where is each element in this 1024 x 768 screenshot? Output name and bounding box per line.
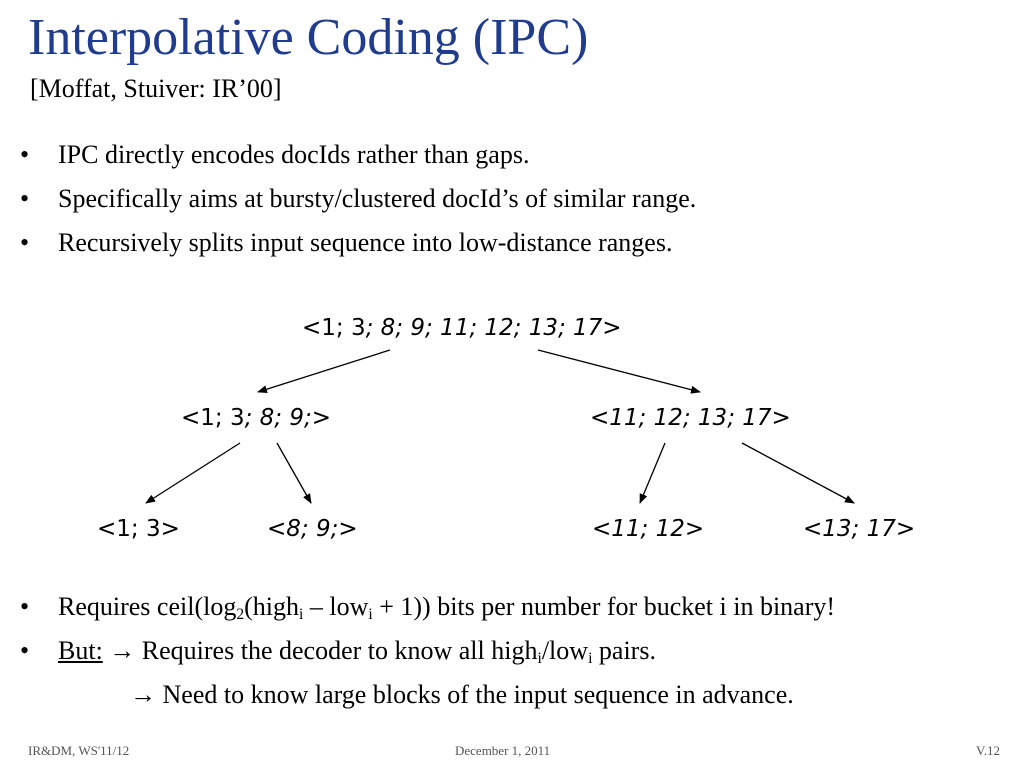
bullet-text: Requires $ceil(\log_2(high_i - low_i + 1))$ bits per number for bucket i in binary!	[58, 592, 836, 623]
tree-root-sequence: <1; 3; 8; 9; 11; 12; 13; 17>	[302, 315, 622, 341]
footer-date: December 1, 2011	[455, 743, 551, 758]
arrow-right-left	[640, 443, 665, 503]
bullet-continuation: → Need to know large blocks of the input sequence in advance.	[130, 680, 794, 709]
but-label: But:	[58, 636, 103, 665]
slide-subtitle: [Moffat, Stuiver: IR’00]	[30, 74, 282, 103]
slide-title: Interpolative Coding (IPC)	[28, 9, 589, 66]
bullet-marker: •	[20, 636, 30, 665]
bullet-text: IPC directly encodes docIds rather than gaps.	[58, 140, 530, 169]
bullet-text: Specifically aims at bursty/clustered docId’s of similar range.	[58, 184, 697, 213]
bullet-marker: •	[20, 184, 30, 213]
bullet-marker: •	[20, 228, 30, 257]
tree-right-sequence: <11; 12; 13; 17>	[590, 405, 791, 431]
bullet-marker: •	[20, 140, 30, 169]
bullet-item	[20, 636, 656, 667]
tree-leaf-sequence: <11; 12>	[592, 516, 705, 542]
bullet-text: Recursively splits input sequence into low-distance ranges.	[58, 228, 673, 257]
arrow-root-left	[258, 350, 390, 392]
tree-left-sequence: <1; 3; 8; 9;>	[181, 405, 332, 431]
arrow-root-right	[538, 350, 700, 392]
bullet-marker: •	[20, 592, 30, 621]
bullet-text: But: → Requires the decoder to know all high$_i$/low$_i$ pairs.	[58, 636, 656, 667]
tree-leaf-sequence: <8; 9;>	[267, 516, 358, 542]
tree-leaf-sequence: <1; 3>	[97, 516, 180, 542]
arrow-right-right	[742, 443, 854, 503]
bullet-item	[20, 592, 836, 623]
footer-course: IR&DM, WS'11/12	[28, 743, 130, 758]
tree-leaf-sequence: <13; 17>	[803, 516, 916, 542]
footer-slide-number: V.12	[976, 743, 1000, 758]
arrow-left-right	[277, 443, 311, 503]
arrow-left-left	[146, 443, 240, 503]
